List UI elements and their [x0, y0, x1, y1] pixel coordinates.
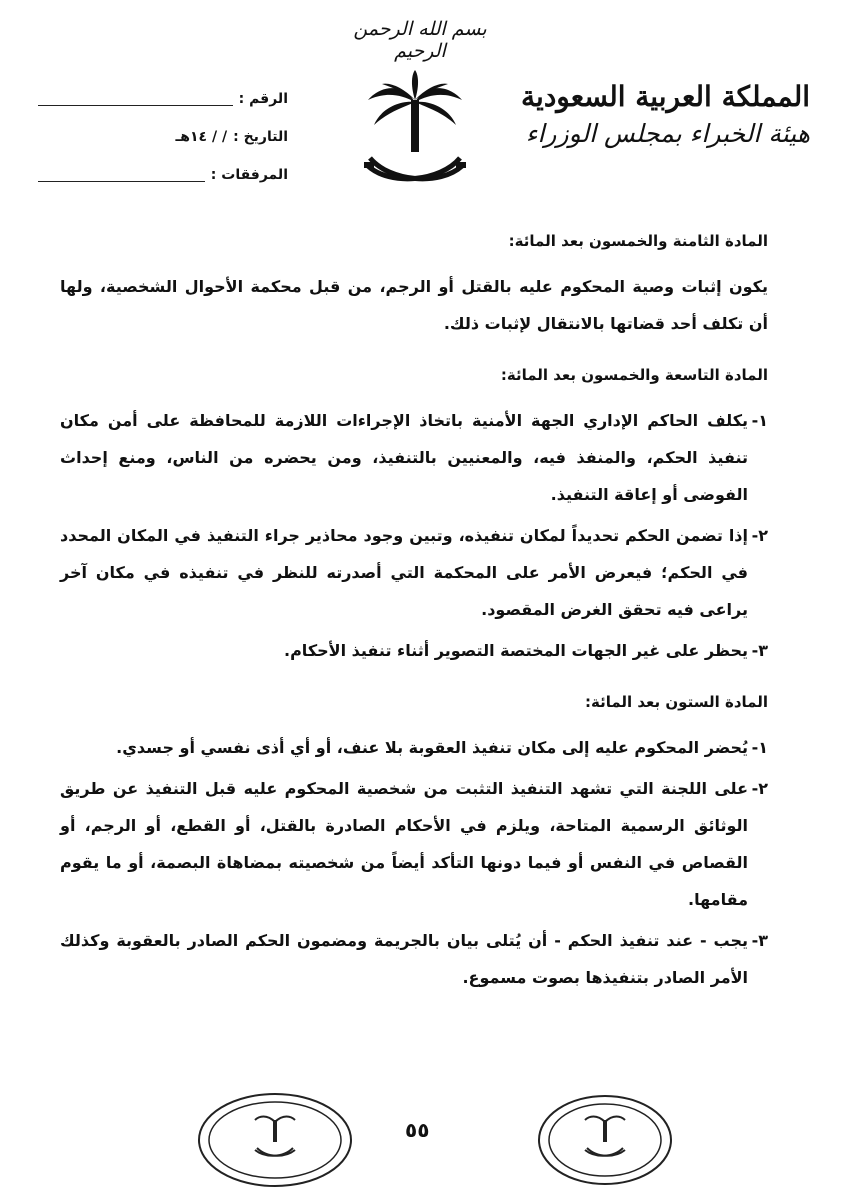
item-text: إذا تضمن الحكم تحديداً لمكان تنفيذه، وتبين وجود محاذير جراء التنفيذ في المكان المحدد في الحكم؛ فيعرض الأمر على المحكمة التي أصدرته للنظر في تنفيذه في مكان آخر يراعى فيه تحقق الغرض المقصود.: [60, 526, 748, 619]
ref-row: [38, 80, 288, 118]
item-number: ٢-: [751, 779, 768, 798]
official-seal-icon: [195, 1090, 355, 1190]
item-number: ١-: [751, 411, 768, 430]
article-heading: المادة التاسعة والخمسون بعد المائة:: [500, 366, 768, 384]
authority-kingdom: المملكة العربية السعودية: [521, 80, 810, 113]
authority-experts-commission: هيئة الخبراء بمجلس الوزراء: [525, 119, 810, 148]
saudi-emblem-icon: [360, 70, 470, 200]
article-heading: المادة الستون بعد المائة:: [584, 693, 768, 711]
article-160: [60, 691, 768, 996]
page-number: ٥٥: [405, 1118, 430, 1142]
ref-line: [38, 93, 233, 106]
ref-label: الرقم :: [238, 91, 288, 107]
issuing-authority: [510, 78, 810, 152]
date-label: التاريخ :: [233, 129, 288, 145]
item-text: يحظر على غير الجهات المختصة التصوير أثناء تنفيذ الأحكام.: [284, 641, 748, 660]
item-text: يُحضر المحكوم عليه إلى مكان تنفيذ العقوبة بلا عنف، أو أي أذى نفسي أو جسدي.: [116, 738, 748, 757]
item-number: ٢-: [751, 526, 768, 545]
date-value: / / ١٤هـ: [175, 129, 228, 145]
item-text: يكلف الحاكم الإداري الجهة الأمنية باتخاذ الإجراءات اللازمة للمحافظة على أمن مكان تنفيذ الحكم، والمنفذ فيه، والمعنيين بالتنفيذ، ومن يحضره من الناس، ومنع إحداث الفوضى أو إعاقة التنفيذ.: [60, 411, 748, 504]
article-paragraph: يكون إثبات وصية المحكوم عليه بالقتل أو الرجم، من قبل محكمة الأحوال الشخصية، ولها أن تكلف أحد قضاتها بالانتقال لإثبات ذلك.: [60, 277, 768, 333]
article-item: [60, 922, 768, 996]
item-number: ٣-: [751, 641, 768, 660]
item-number: ١-: [751, 738, 768, 757]
item-text: على اللجنة التي تشهد التنفيذ التثبت من شخصية المحكوم عليه قبل التنفيذ عن طريق الوثائق الرسمية المتاحة، ويلزم في الأحكام الصادرة بالقتل، أو القطع، أو الرجم، أو القصاص في النفس أو فيما دونها التأكد أيضاً من شخصيته بمضاهاة البصمة، أو ما يقوم مقامها.: [60, 779, 748, 909]
attachments-line: [38, 169, 205, 182]
reference-block: [38, 80, 288, 194]
article-item: [60, 632, 768, 669]
item-number: ٣-: [751, 931, 768, 950]
article-158: [60, 230, 768, 342]
article-item: [60, 770, 768, 918]
article-item: [60, 729, 768, 766]
basmala: بسم الله الرحمن الرحيم: [353, 18, 487, 62]
attachments-row: [38, 156, 288, 194]
article-heading: المادة الثامنة والخمسون بعد المائة:: [508, 232, 768, 250]
article-item: [60, 402, 768, 513]
date-row: [38, 118, 288, 156]
official-seal-icon: [535, 1092, 675, 1187]
article-item: [60, 517, 768, 628]
attachments-label: المرفقات :: [210, 167, 288, 183]
item-text: يجب - عند تنفيذ الحكم - أن يُتلى بيان بالجريمة ومضمون الحكم الصادر بالعقوبة وكذلك الأمر الصادر بتنفيذها بصوت مسموع.: [60, 931, 748, 987]
document-body: [60, 230, 768, 1018]
article-159: [60, 364, 768, 669]
